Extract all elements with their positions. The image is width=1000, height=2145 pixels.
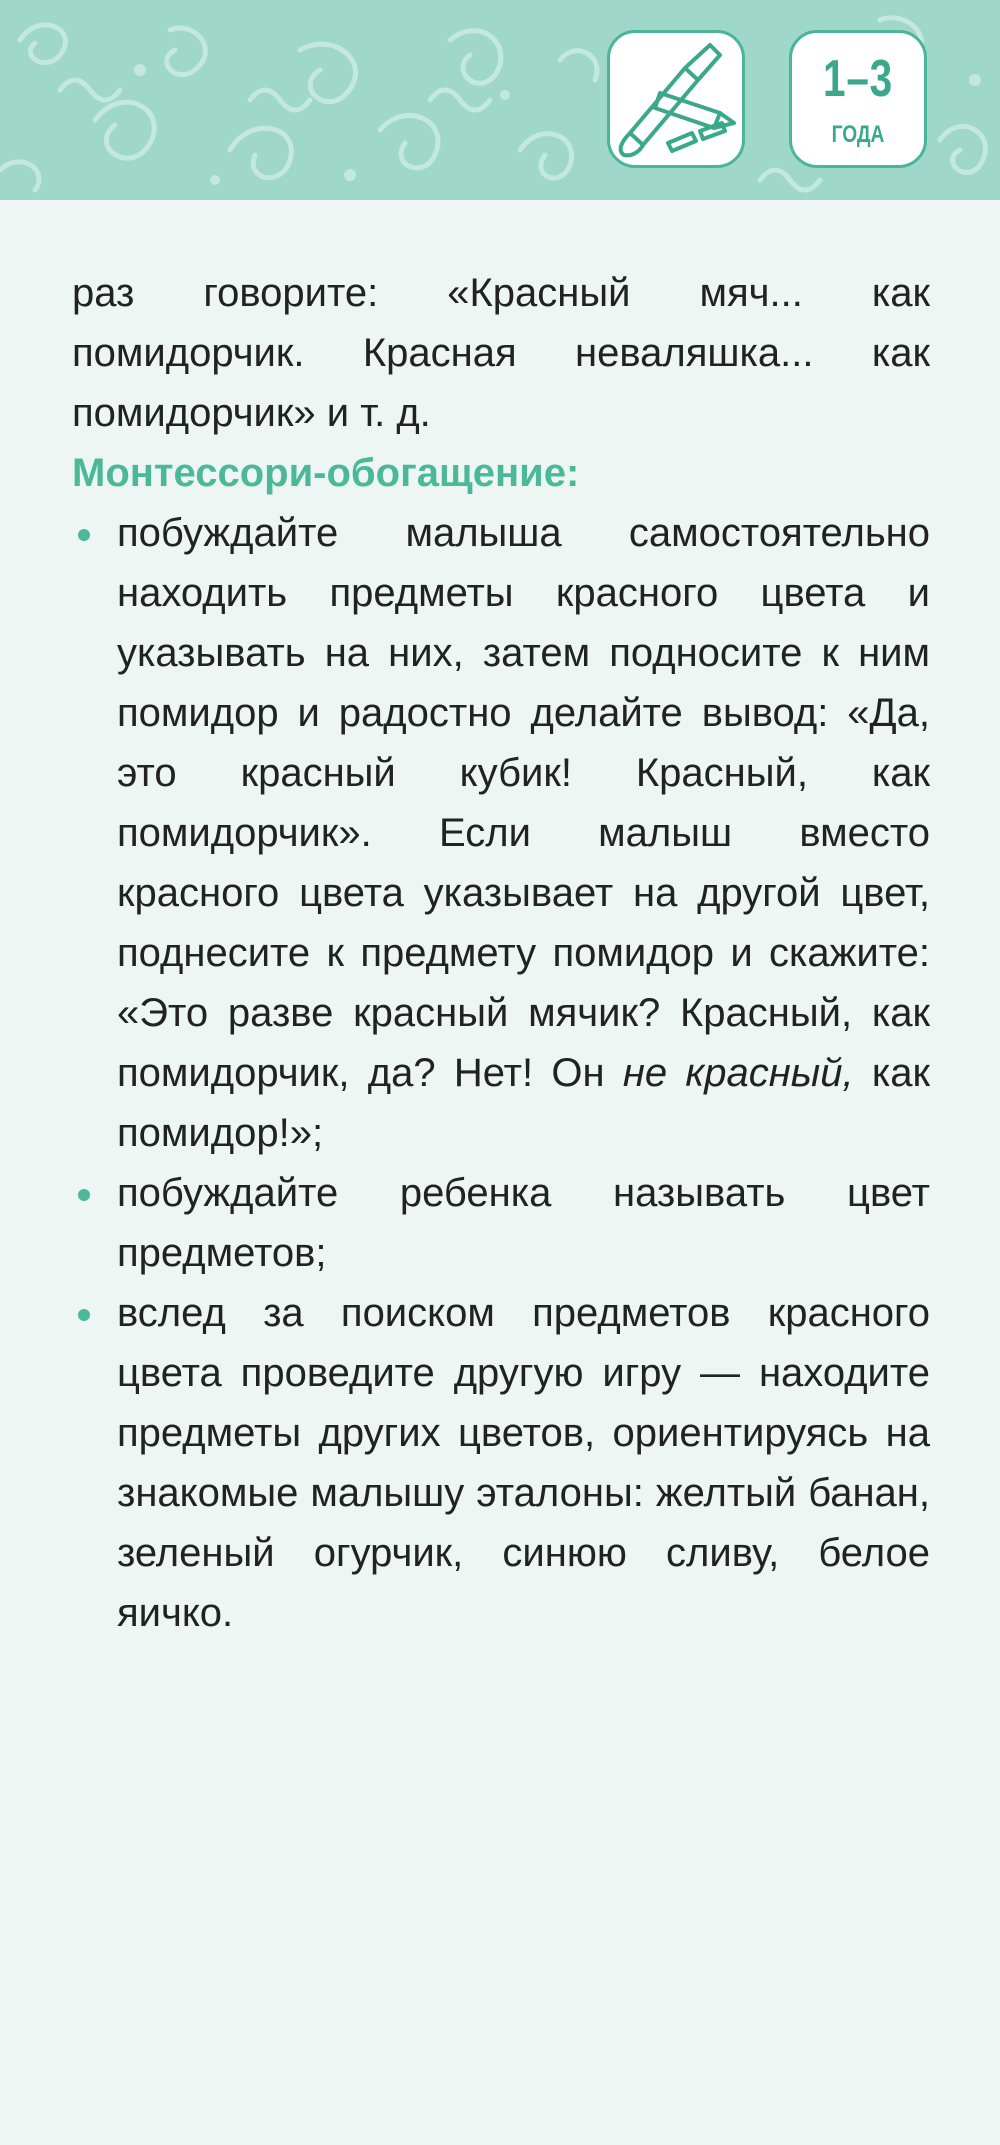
age-badge [789,30,927,168]
age-unit: ГОДА [831,121,885,148]
header-banner [0,0,1000,200]
age-range: 1–3 [822,50,894,108]
list-item [72,503,930,1163]
list-item [72,1283,930,1643]
list-item-text: побуждайте ребенка называть цвет предметов; [117,1171,930,1275]
list-item-emphasis: не красный, [622,1051,854,1095]
page-content [72,263,930,1643]
list-item-text: вслед за поиском предметов красного цвета проведите другую игру — находите предметы других цветов, ориентируясь на знакомые малышу эталоны: желтый банан, зеленый огурчик, синюю сливу, белое яичко. [117,1291,930,1635]
paintbrush-pencil-icon [610,33,742,165]
list-item-text: как помидор!»; [117,1051,930,1155]
bullet-list [72,503,930,1643]
bullet-dot [78,1309,90,1321]
bullet-dot [78,529,90,541]
art-activity-badge [607,30,745,168]
list-item [72,1163,930,1283]
intro-paragraph: раз говорите: «Красный мяч... как помидорчик. Красная неваляшка... как помидорчик» и т. д. [72,271,930,435]
section-title: Монтессори-обогащение: [72,451,580,495]
bullet-dot [78,1189,90,1201]
list-item-text: побуждайте малыша самостоятельно находить предметы красного цвета и указывать на них, затем подносите к ним помидор и радостно делайте вывод: «Да, это красный кубик! Красный, как помидорчик». Если малыш вместо красного цвета указывает на другой цвет, поднесите к предмету помидор и скажите: «Это разве красный мячик? Красный, как помидорчик, да? Нет! Он [117,511,930,1095]
